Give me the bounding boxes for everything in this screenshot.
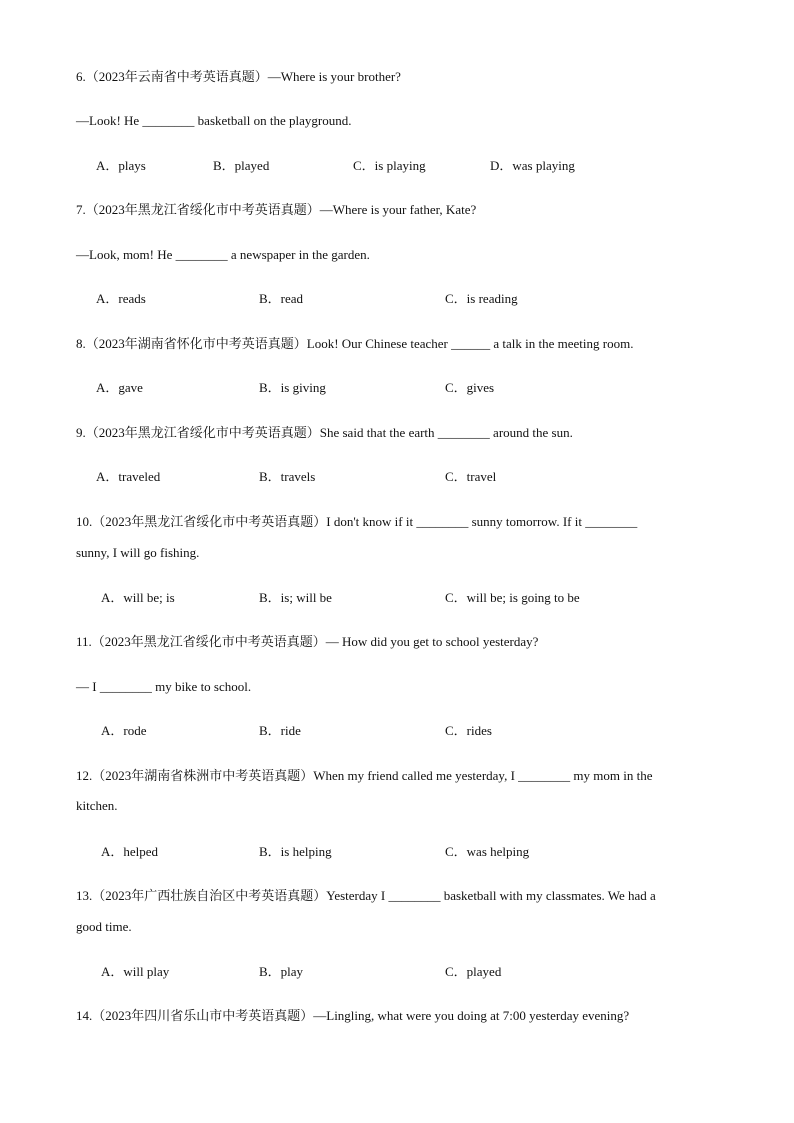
- question-9-option-a: A．traveled: [96, 469, 161, 484]
- question-8-stem: 8.（2023年湖南省怀化市中考英语真题）Look! Our Chinese teacher ______ a talk in the meeting room.: [76, 336, 634, 351]
- question-7-option-c: C．is reading: [445, 291, 518, 306]
- question-12-stem: 12.（2023年湖南省株洲市中考英语真题）When my friend called me yesterday, I ________ my mom in the: [76, 768, 653, 783]
- question-11-stem: 11.（2023年黑龙江省绥化市中考英语真题）— How did you get to school yesterday?: [76, 634, 539, 649]
- question-9-option-c: C．travel: [445, 469, 497, 484]
- question-12-option-b: B．is helping: [259, 844, 332, 859]
- question-11-option-a: A．rode: [101, 723, 147, 738]
- question-13-stem: 13.（2023年广西壮族自治区中考英语真题）Yesterday I ________ basketball with my classmates. We had a: [76, 888, 656, 903]
- question-9-stem: 9.（2023年黑龙江省绥化市中考英语真题）She said that the earth ________ around the sun.: [76, 425, 573, 440]
- question-12-option-a: A．helped: [101, 844, 159, 859]
- question-10-stem-continued: sunny, I will go fishing.: [76, 545, 200, 560]
- question-12-stem-continued: kitchen.: [76, 798, 118, 813]
- question-8-option-c: C．gives: [445, 380, 495, 395]
- question-6-dialogue: —Look! He ________ basketball on the playground.: [76, 113, 352, 128]
- question-10-option-b: B．is; will be: [259, 590, 332, 605]
- question-13-stem-continued: good time.: [76, 919, 132, 934]
- question-10-option-a: A．will be; is: [101, 590, 175, 605]
- question-10-stem: 10.（2023年黑龙江省绥化市中考英语真题）I don't know if it ________ sunny tomorrow. If it ________: [76, 514, 638, 529]
- question-11-option-c: C．rides: [445, 723, 492, 738]
- question-13-option-a: A．will play: [101, 964, 170, 979]
- question-7-dialogue: —Look, mom! He ________ a newspaper in the garden.: [76, 247, 370, 262]
- question-11-dialogue: — I ________ my bike to school.: [76, 679, 252, 694]
- question-9-option-b: B．travels: [259, 469, 316, 484]
- question-6-option-b: B．played: [213, 158, 270, 173]
- question-6-option-a: A．plays: [96, 158, 146, 173]
- question-10-option-c: C．will be; is going to be: [445, 590, 580, 605]
- question-7-option-b: B．read: [259, 291, 304, 306]
- question-12-option-c: C．was helping: [445, 844, 530, 859]
- question-11-option-b: B．ride: [259, 723, 301, 738]
- question-6-option-c: C．is playing: [353, 158, 426, 173]
- question-6-option-d: D．was playing: [490, 158, 575, 173]
- question-8-option-a: A．gave: [96, 380, 143, 395]
- question-8-option-b: B．is giving: [259, 380, 326, 395]
- question-7-stem: 7.（2023年黑龙江省绥化市中考英语真题）—Where is your father, Kate?: [76, 202, 477, 217]
- question-6-stem: 6.（2023年云南省中考英语真题）—Where is your brother?: [76, 69, 401, 84]
- question-14-stem: 14.（2023年四川省乐山市中考英语真题）—Lingling, what were you doing at 7:00 yesterday evening?: [76, 1008, 630, 1023]
- question-13-option-c: C．played: [445, 964, 502, 979]
- question-7-option-a: A．reads: [96, 291, 146, 306]
- question-13-option-b: B．play: [259, 964, 304, 979]
